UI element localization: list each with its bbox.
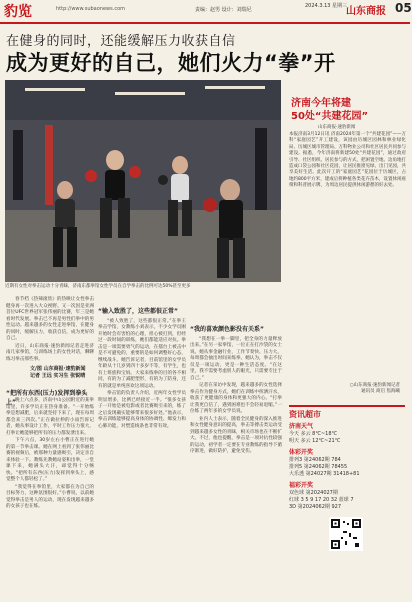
subhead-3: “我的喜欢颜色影没有关系” [190, 326, 264, 333]
column-3 [190, 297, 282, 597]
lottery-line: 3D 第2024062期 927 [289, 504, 342, 510]
lottery-line: 大乐透 第24027期 31418+81 [289, 471, 360, 477]
intro-paragraph: 春节档《热辣滚烫》的热映让女性拳击健身再一次进入大众视野。又一次因是亚洲首位UFC世界冠军张伟丽的比赛，年三是她看时代发展。拳击已不再是男性们拳中的男性运动。越来越多的女性走进拳馆，在健身的同时，缓解压力，收获自信，成为更好的自己。 [6, 297, 94, 341]
side-credit-line2: 通讯员 商启 焦海曦 [361, 389, 400, 394]
side-story-credit [300, 383, 400, 395]
side-story-title: 济南今年将建 [291, 98, 351, 109]
qr-code-icon [329, 517, 363, 551]
site-url: http://www.subaonews.com [56, 6, 125, 12]
kicker-headline: 在健身的同时，还能缓解压力收获自信 [6, 34, 236, 49]
editor-credits: 责编：赵男 设计：刘瑞尼 [195, 7, 252, 13]
boxing-gym-photo [5, 80, 281, 282]
lottery-line: 排列3 第24062期 784 [289, 457, 341, 463]
sports-lottery-heading: 体彩开奖 [289, 449, 314, 456]
main-byline [30, 366, 85, 379]
page-number: 05 [395, 1, 412, 15]
paragraph: 晚上六点多，济南中山公园附近的某拳馆里，许多学员正在热身准备。“一开始练拳是想减肥，后来就坚持下来了，现在每周都会来三四次。”正在做拉伸的小雨告诉记者，她从事设计工作，平时工作压力很大，打拳让她能够把所有的压力都发泄出来。 [6, 398, 94, 436]
side-story-body: 本报济南3月12日讯 济南2024年第一个“共建花园”——万科“家庭园艺”开工建设，该园由历城区园林和林业绿化局、历城区城市管理局、万科物业公司和社区居民共同参与建设。据悉，今年济南将新建50处“共建花园”，通过政府引导、社区组织、居民参与的方式，把闲置空地、边角地打造成口袋公园和社区花园，让居民推窗见绿、出门见园，共享美好生活。此次开工的“家庭园艺”花园位于历城区，占地约800平方米，建成后将种植各类花卉苗木，设置休闲座椅和科普展示牌，为周边居民提供休闲游憩的好去处。 [289, 132, 406, 189]
weather-today: 今天 多云 8℃~18℃ [289, 431, 338, 437]
paragraph: “我觉得在拳馆里，大家都在为自己的目标努力，这种氛围很好。”小曹说，以前她觉得拳击是男人的运动，现在发现越来越多的女孩子也在练。 [6, 484, 94, 509]
byline-line1: 文/图 山东商报·速豹新闻 [30, 366, 86, 372]
paragraph: 业内人士表示，随着全民健身的深入推进和女性健身意识的提高，拳击等搏击类运动受到越来越多女性的青睐，相关市场也在不断扩大。不过，他也提醒，拳击是一项对抗性较强的运动，初学者一定要在专业教练的指导下循序渐进，做好防护，避免受伤。 [190, 416, 282, 454]
paragraph: “被人致胜了，这些都很正常。”在拳王拳击学馆，女教练小刘表示，不少女学员刚开始时会有害怕的心理，担心被打到，但经过一段时间的训练，她们都能适应对抗。拳击是一项需要勇气的运动，在擂台上被击中是不可避免的，重要的是如何调整好心态，继续战斗。她告诉记者，目前馆里的女学员年龄从十几岁到四十多岁不等，有学生，也有上班族和宝妈。大家来练拳的目的各不相同，有的为了减肥塑形，有的为了防身，还有的就是单纯喜欢这项运动。 [98, 318, 186, 389]
intro-paragraph-2: 近日，山东商报·速豹新闻记者走进济南几家拳馆，与训练场上的女性对话，聊聊练习拳击那些事。 [6, 343, 94, 362]
paragraph: 拳击馆的负责人介绍，近两年女性学员明显增多，比例已经接近一半。“很多女孩子一开始是被电影或者比赛吸引来的，练了之后发现确实能够带来很多好处。”他表示，拳击训练能够提高身体的协调性、爆发力和心肺功能，对塑造线条也非常有效。 [98, 391, 186, 429]
info-box-title: 资讯超市 [289, 410, 321, 419]
paragraph: “我想在一拳一脚里，把全身的力量释放出来。”在另一家拳馆，一位正在打沙袋的女士说。她从事金融行业，工作节奏快、压力大，每周都会抽出时间来练拳。她认为，拳击不仅仅是一项运动，更是一种生活态度。“在这里，我不需要考虑别人的眼光，只需要专注于自己。” [190, 336, 282, 381]
masthead [0, 0, 410, 24]
column-1 [6, 398, 94, 598]
paper-name: 山东商报 [346, 6, 386, 17]
weather-tomorrow: 明天 多云 12℃~21℃ [289, 438, 341, 444]
side-story-byline: 山东商报·速豹新闻 [318, 125, 356, 130]
issue-date: 2024.3.13 星期三 [305, 3, 348, 9]
paragraph: 记者在采访中发现，越来越多的女性选择拳击作为健身方式，她们在训练中挥洒汗水，收获了更健康的身体和更强大的内心。“打拳让我更自信了，遇到困难也不会轻易退缩。”一位练了两年多的女学员说。 [190, 383, 282, 414]
welfare-lottery-heading: 福彩开奖 [289, 482, 314, 489]
lottery-line: 双色球 第2024027期 [289, 490, 338, 496]
weather-heading: 济南天气 [289, 423, 314, 430]
info-box [289, 405, 405, 583]
byline-line2: 记者 王远 实习生 张锐晴 [30, 372, 86, 379]
subhead-1: “把所有东西(压力)发挥到拳头上” [6, 390, 88, 406]
column-2 [98, 297, 186, 597]
intro-column [6, 297, 94, 362]
section-brand: 豹览 [4, 4, 32, 20]
lottery-line: 排列5 第24062期 78455 [289, 464, 348, 470]
main-headline: 成为更好的自己，她们火力“拳”开 [6, 51, 336, 75]
paragraph: 下午六点，30岁左右小曹正在进行她的第一节拳击课。她在网上看到了张伟丽比赛的视频后，被那种力量感吸引，决定亲自来体验一下。教练先教她站姿和出拳，一堂课下来，她满头大汗，却觉得十分畅快。“把所有东西(压力)发挥到拳头上，感觉整个人都轻松了。” [6, 438, 94, 482]
side-credit-line1: ○山东商报·速豹新闻记者 [349, 383, 400, 388]
side-story-subtitle: 50处“共建花园” [291, 111, 369, 122]
photo-caption: 近期有女性对拳击运动十分青睐，济南东都拳馆女性学员在自学拳击的比例可达50%甚至更多 [5, 284, 191, 289]
lottery-line: 红球 3 5 9 17 20 32 蓝球 7 [289, 497, 354, 503]
subhead-2: “输入致胜了，这些都很正常” [98, 308, 178, 315]
